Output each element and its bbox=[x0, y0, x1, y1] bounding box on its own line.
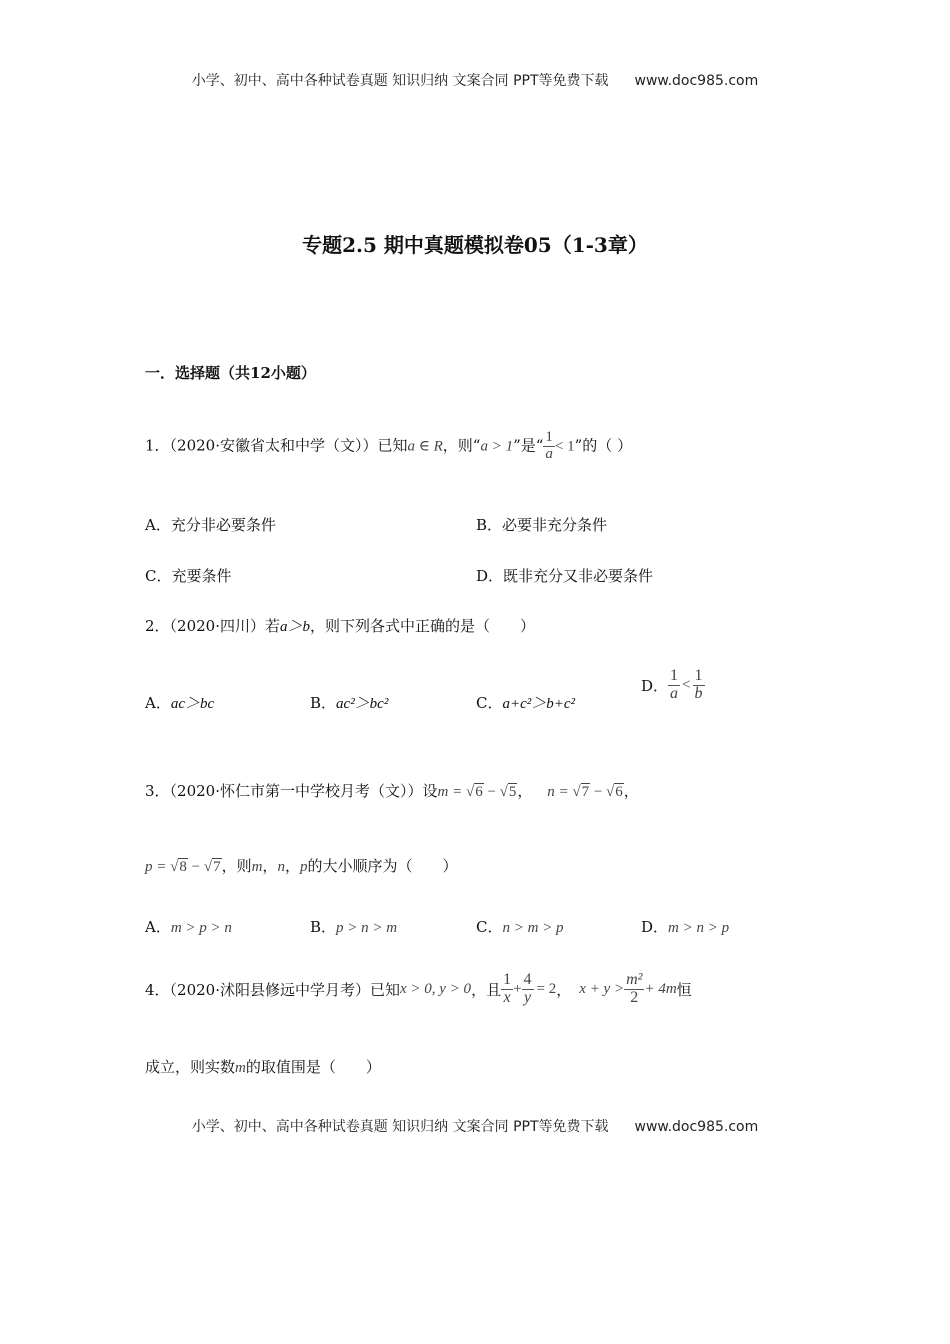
q4-condition: x > 0, y > 0 bbox=[400, 980, 472, 997]
q3-n-r2: 6 bbox=[615, 784, 623, 800]
q3-lead: 3．（2020·怀仁市第一中学校月考（文））设 bbox=[145, 782, 438, 800]
page-footer bbox=[0, 1116, 950, 1136]
q1-frac-num: 1 bbox=[545, 429, 553, 445]
q1-fraction bbox=[543, 430, 555, 463]
header-url[interactable]: www.doc985.com bbox=[634, 73, 759, 89]
page-header bbox=[0, 70, 950, 90]
q3-p-lhs: p = bbox=[145, 859, 171, 875]
header-text: 小学、初中、高中各种试卷真题 知识归纳 文案合同 PPT等免费下载 bbox=[191, 73, 609, 89]
q4-lead: 4．（2020·沭阳县修远中学月考）已知 bbox=[145, 980, 400, 999]
q1-lead: 1．（2020·安徽省太和中学（文））已知 bbox=[145, 436, 408, 455]
q1-text-2: ”是“ bbox=[513, 436, 544, 455]
q3-m-lhs: m = bbox=[437, 784, 466, 800]
question-1 bbox=[145, 430, 632, 463]
q1-text-1: ，则“ bbox=[442, 436, 481, 455]
q3-n-r1: 7 bbox=[581, 784, 590, 800]
q3-p-r2: 7 bbox=[213, 859, 221, 875]
q2-condition: a＞b bbox=[280, 619, 311, 635]
q3-option-c[interactable]: C．n > m > p bbox=[476, 918, 564, 936]
q3-tail: 的大小顺序为（ ） bbox=[307, 857, 458, 875]
q1-statement-p: a > 1 bbox=[480, 438, 514, 455]
question-3: 3．（2020·怀仁市第一中学校月考（文））设m = √6 − √5， n = √7 − √6， bbox=[145, 782, 639, 800]
q2-option-a[interactable]: A．ac＞bc bbox=[145, 694, 215, 712]
q1-frac-rel: < 1 bbox=[554, 438, 575, 455]
q3-n-lhs: n = bbox=[547, 784, 573, 800]
question-4-line-2: 成立，则实数m的取值围是（ ） bbox=[145, 1058, 381, 1076]
q3-m-r2: 5 bbox=[508, 784, 517, 800]
q2-tail: ，则下列各式中正确的是（ ） bbox=[310, 617, 536, 635]
q4-tail: 的取值围是（ ） bbox=[245, 1058, 381, 1076]
q3-p-r1: 8 bbox=[179, 859, 187, 875]
q1-option-a[interactable]: A．充分非必要条件 bbox=[145, 516, 276, 534]
question-4: 4．（2020·沭阳县修远中学月考）已知x > 0, y > 0，且 $\frac{1}{x}$ + $\frac{4}{y}$ = 2， x + y > $\frac{\text{m²}}{2}$ + 4m恒 bbox=[145, 971, 692, 1006]
q3-option-a[interactable]: A．m > p > n bbox=[145, 918, 232, 936]
q2-option-b[interactable]: B．ac²＞bc² bbox=[310, 694, 389, 712]
q3-option-b[interactable]: B．p > n > m bbox=[310, 918, 398, 936]
q2-lead: 2．（2020·四川）若 bbox=[145, 617, 280, 635]
q1-option-c[interactable]: C．充要条件 bbox=[145, 567, 232, 585]
q1-frac-den: a bbox=[545, 445, 553, 462]
q2-option-c[interactable]: C．a+c²＞b+c² bbox=[476, 694, 576, 712]
section-heading: 一．选择题（共12小题） bbox=[145, 364, 316, 382]
document-title: 专题2.5 期中真题模拟卷05（1-3章） bbox=[302, 233, 648, 257]
question-2 bbox=[145, 615, 535, 636]
q1-option-d[interactable]: D．既非充分又非必要条件 bbox=[476, 567, 654, 585]
footer-text: 小学、初中、高中各种试卷真题 知识归纳 文案合同 PPT等免费下载 bbox=[191, 1119, 609, 1135]
question-3-line-2: p = √8 − √7，则m，n，p的大小顺序为（ ） bbox=[145, 857, 458, 875]
q1-option-b[interactable]: B．必要非充分条件 bbox=[476, 516, 608, 534]
q2-option-d[interactable]: D． $\frac{1}{a}$ < $\frac{1}{b}$ bbox=[641, 667, 703, 702]
q3-option-d[interactable]: D．m > n > p bbox=[641, 918, 730, 936]
footer-url[interactable]: www.doc985.com bbox=[634, 1119, 759, 1135]
q1-condition: a ∈ R bbox=[407, 438, 443, 455]
q1-tail: ”的（ ） bbox=[574, 436, 633, 455]
q3-m-r1: 6 bbox=[475, 784, 483, 800]
